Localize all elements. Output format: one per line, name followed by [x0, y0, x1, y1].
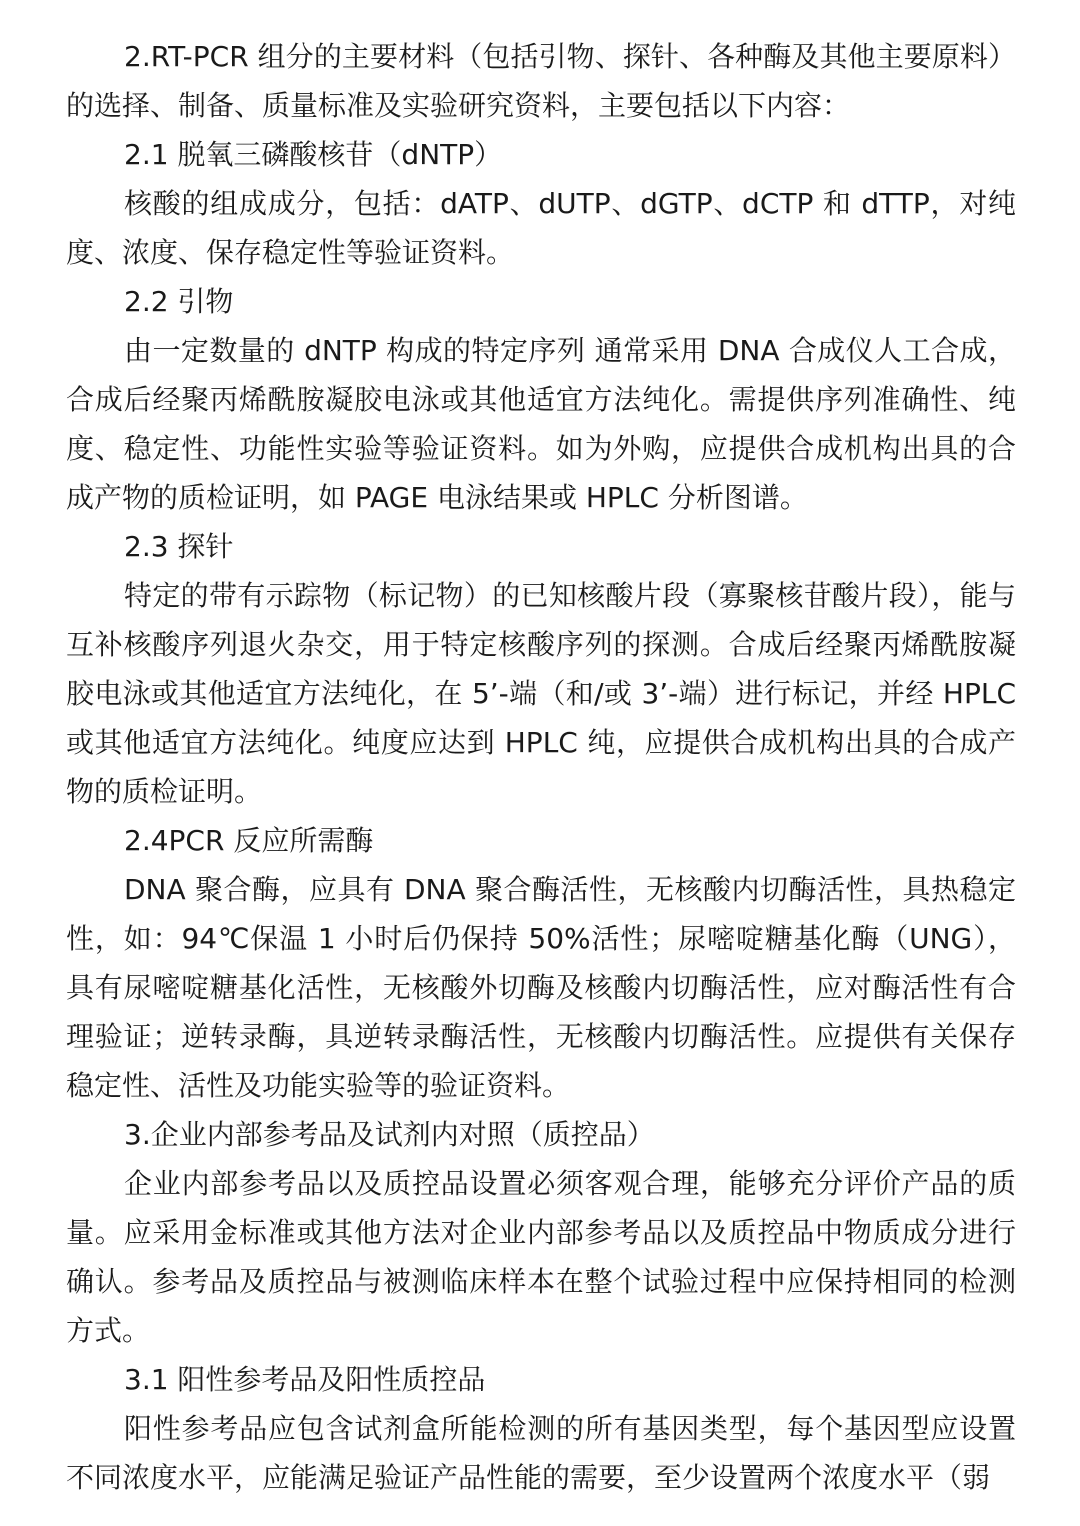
paragraph-probe: 特定的带有示踪物（标记物）的已知核酸片段（寡聚核苷酸片段），能与互补核酸序列退火杂交，用于特定核酸序列的探测。合成后经聚丙烯酰胺凝胶电泳或其他适宜方法纯化，在 5’-端（和/或 3’-端）进行标记，并经 HPLC 或其他适宜方法纯化。纯度应达到 HPLC 纯，应提供合成机构出具的合成产物的质检证明。	[66, 579, 1016, 808]
heading-3-1-positive-reference: 3.1 阳性参考品及阳性质控品	[124, 1363, 486, 1396]
paragraph-enzymes: DNA 聚合酶，应具有 DNA 聚合酶活性，无核酸内切酶活性，具热稳定性，如：94℃保温 1 小时后仍保持 50%活性；尿嘧啶糖基化酶（UNG），具有尿嘧啶糖基化活性，无核酸外切酶及核酸内切酶活性，应对酶活性有合理验证；逆转录酶，具逆转录酶活性，无核酸内切酶活性。应提供有关保存稳定性、活性及功能实验等的验证资料。	[66, 873, 1016, 1102]
paragraph-section-2-intro: 2.RT-PCR 组分的主要材料（包括引物、探针、各种酶及其他主要原料）的选择、制备、质量标准及实验研究资料，主要包括以下内容：	[66, 40, 1016, 122]
paragraph-primer: 由一定数量的 dNTP 构成的特定序列 通常采用 DNA 合成仪人工合成，合成后经聚丙烯酰胺凝胶电泳或其他适宜方法纯化。需提供序列准确性、纯度、稳定性、功能性实验等验证资料。如为外购，应提供合成机构出具的合成产物的质检证明，如 PAGE 电泳结果或 HPLC 分析图谱。	[66, 334, 1016, 514]
heading-2-4-enzymes: 2.4PCR 反应所需酶	[124, 824, 374, 857]
paragraph-positive-reference: 阳性参考品应包含试剂盒所能检测的所有基因类型，每个基因型应设置不同浓度水平，应能满足验证产品性能的需要，至少设置两个浓度水平（弱	[66, 1412, 1016, 1494]
heading-2-3-probe: 2.3 探针	[124, 530, 234, 563]
heading-2-2-primer: 2.2 引物	[124, 285, 234, 318]
paragraph-reference-materials: 企业内部参考品以及质控品设置必须客观合理，能够充分评价产品的质量。应采用金标准或其他方法对企业内部参考品以及质控品中物质成分进行确认。参考品及质控品与被测临床样本在整个试验过程中应保持相同的检测方式。	[66, 1167, 1016, 1347]
heading-3-reference-materials: 3.企业内部参考品及试剂内对照（质控品）	[124, 1118, 655, 1151]
heading-2-1-dntp: 2.1 脱氧三磷酸核苷（dNTP）	[124, 138, 503, 171]
paragraph-dntp: 核酸的组成成分，包括：dATP、dUTP、dGTP、dCTP 和 dTTP，对纯度、浓度、保存稳定性等验证资料。	[66, 187, 1016, 269]
